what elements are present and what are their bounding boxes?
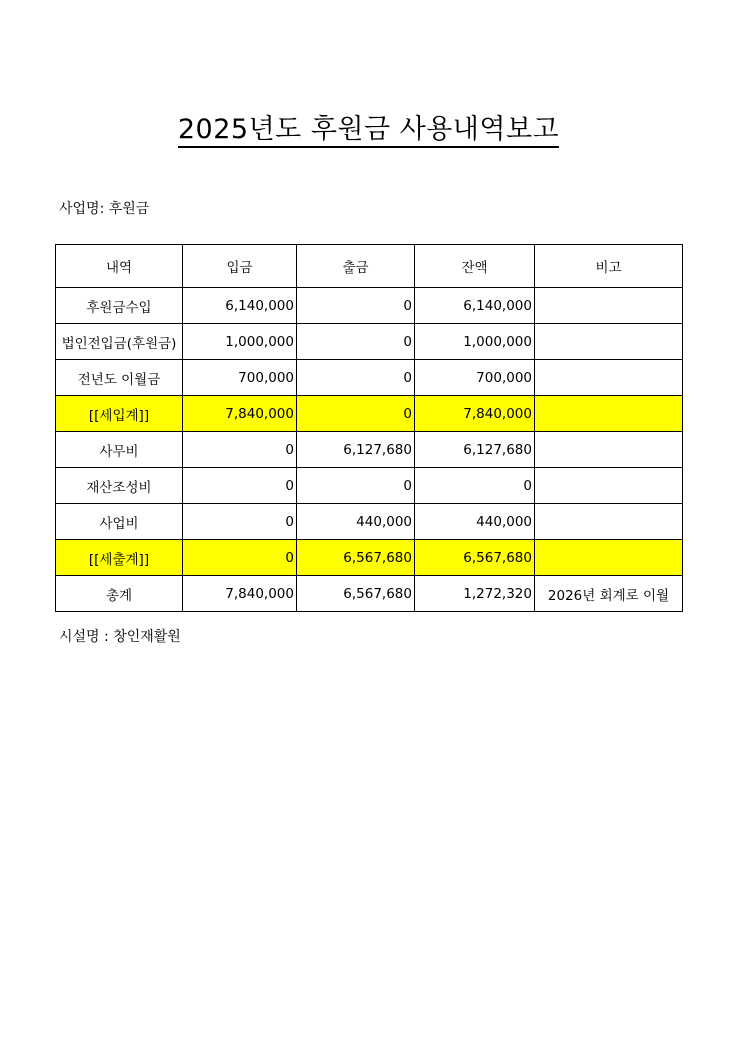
cell-expense: 0: [297, 360, 415, 396]
subtotal-row: [56, 396, 683, 432]
cell-income: 0: [183, 540, 297, 576]
cell-note: [535, 360, 683, 396]
cell-expense: 6,127,680: [297, 432, 415, 468]
table-header-row: [56, 245, 683, 288]
cell-note: [535, 396, 683, 432]
table-row: [56, 504, 683, 540]
cell-balance: 700,000: [415, 360, 535, 396]
cell-balance: 6,567,680: [415, 540, 535, 576]
cell-balance: 7,840,000: [415, 396, 535, 432]
cell-income: 0: [183, 432, 297, 468]
cell-note: [535, 288, 683, 324]
cell-income: 0: [183, 504, 297, 540]
cell-expense: 6,567,680: [297, 540, 415, 576]
table-body: [56, 288, 683, 612]
cell-balance: 1,272,320: [415, 576, 535, 612]
page-title: [0, 110, 737, 150]
table-row: [56, 432, 683, 468]
cell-item: [[세입계]]: [56, 396, 183, 432]
cell-note: [535, 504, 683, 540]
header-cell-balance: 잔액: [415, 245, 535, 288]
subtotal-row: [56, 540, 683, 576]
cell-expense: 0: [297, 468, 415, 504]
cell-expense: 0: [297, 324, 415, 360]
cell-item: 총계: [56, 576, 183, 612]
cell-balance: 440,000: [415, 504, 535, 540]
cell-balance: 6,140,000: [415, 288, 535, 324]
table-row: [56, 324, 683, 360]
cell-balance: 0: [415, 468, 535, 504]
cell-balance: 6,127,680: [415, 432, 535, 468]
cell-note: [535, 468, 683, 504]
report-table: [55, 244, 683, 612]
cell-item: 사업비: [56, 504, 183, 540]
facility-name-label: 시설명 : 창인재활원: [59, 629, 181, 645]
cell-expense: 0: [297, 288, 415, 324]
cell-balance: 1,000,000: [415, 324, 535, 360]
header-cell-item: 내역: [56, 245, 183, 288]
header-cell-expense: 출금: [297, 245, 415, 288]
table-row: [56, 360, 683, 396]
cell-expense: 6,567,680: [297, 576, 415, 612]
cell-item: 후원금수입: [56, 288, 183, 324]
cell-income: 700,000: [183, 360, 297, 396]
cell-income: 1,000,000: [183, 324, 297, 360]
header-cell-income: 입금: [183, 245, 297, 288]
cell-income: 7,840,000: [183, 576, 297, 612]
project-name-label: 사업명: 후원금: [59, 201, 150, 217]
cell-item: 전년도 이월금: [56, 360, 183, 396]
cell-note: [535, 432, 683, 468]
cell-note: [535, 324, 683, 360]
cell-income: 6,140,000: [183, 288, 297, 324]
cell-item: 법인전입금(후원금): [56, 324, 183, 360]
cell-expense: 440,000: [297, 504, 415, 540]
cell-item: [[세출계]]: [56, 540, 183, 576]
cell-income: 7,840,000: [183, 396, 297, 432]
table-row: [56, 288, 683, 324]
cell-item: 재산조성비: [56, 468, 183, 504]
total-row: [56, 576, 683, 612]
header-cell-note: 비고: [535, 245, 683, 288]
cell-note: [535, 540, 683, 576]
cell-item: 사무비: [56, 432, 183, 468]
cell-note: 2026년 회계로 이월: [535, 576, 683, 612]
cell-income: 0: [183, 468, 297, 504]
table-row: [56, 468, 683, 504]
cell-expense: 0: [297, 396, 415, 432]
page-title-text: 2025년도 후원금 사용내역보고: [178, 114, 559, 148]
